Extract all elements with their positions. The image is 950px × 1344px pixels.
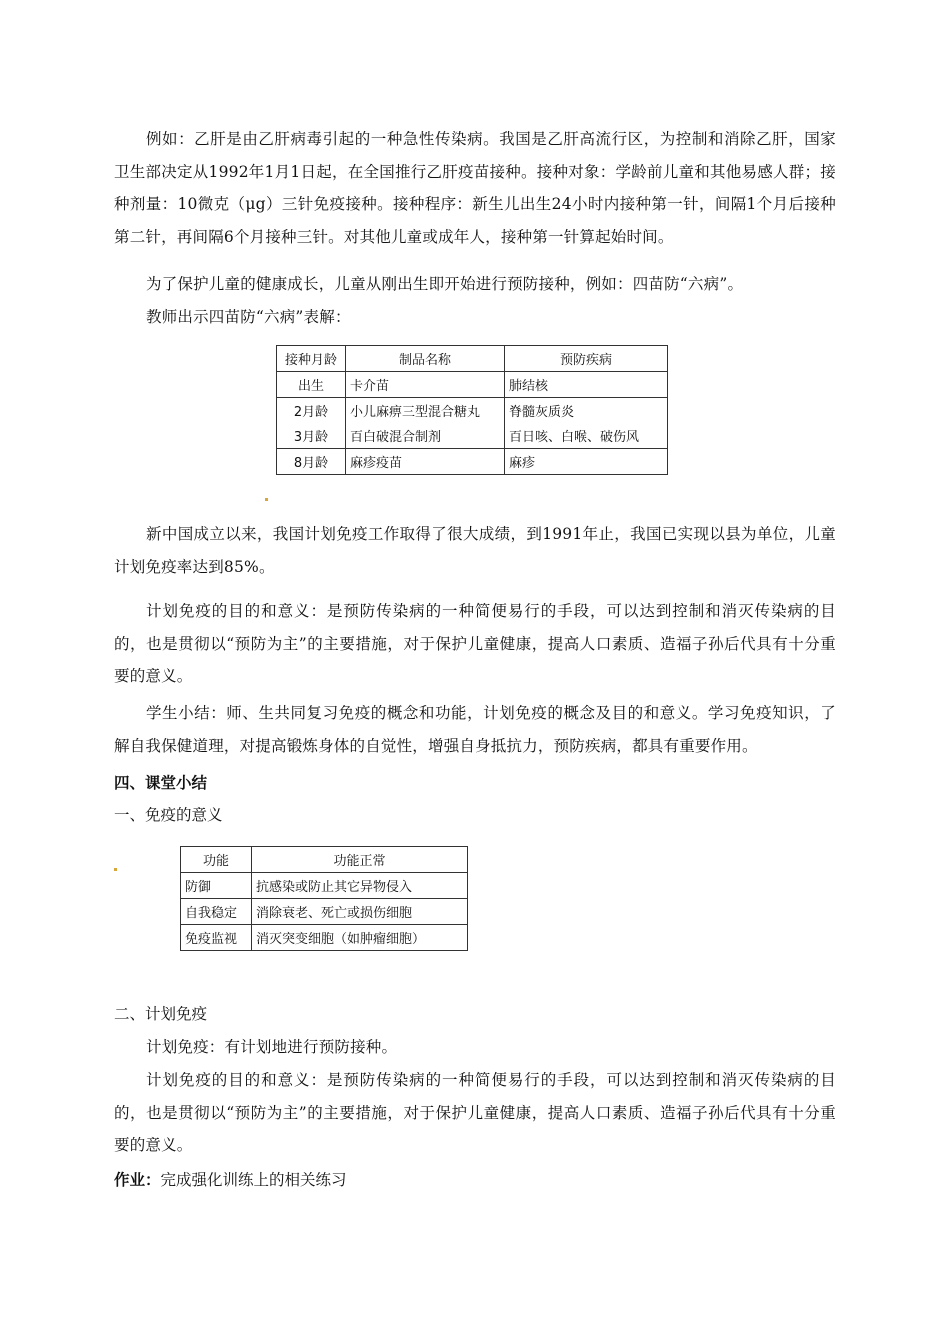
table-cell-function: 自我稳定 (181, 899, 252, 925)
table-cell-function: 防御 (181, 873, 252, 899)
table-cell-age: 2月龄 (277, 398, 346, 424)
section-heading-class-summary: 四、课堂小结 (114, 773, 208, 792)
table-cell-age: 3月龄 (277, 423, 346, 449)
table-cell-function: 免疫监视 (181, 925, 252, 951)
table-header-cell: 制品名称 (346, 346, 505, 372)
subheading-immunity-significance: 一、免疫的意义 (114, 806, 223, 824)
table-cell-disease: 麻疹 (505, 449, 668, 475)
table-cell-description: 抗感染或防止其它异物侵入 (252, 873, 468, 899)
table-header-cell: 功能正常 (252, 847, 468, 873)
table-cell-product: 麻疹疫苗 (346, 449, 505, 475)
table-header-cell: 接种月龄 (277, 346, 346, 372)
decorative-dot (265, 498, 268, 501)
paragraph-purpose-significance: 计划免疫的目的和意义：是预防传染病的一种简便易行的手段，可以达到控制和消灭传染病的目的，也是贯彻以“预防为主”的主要措施，对于保护儿童健康，提高人口素质、造福子孙后代具有十分重要的意义。 (114, 602, 836, 685)
table-cell-product: 卡介苗 (346, 372, 505, 398)
subheading-planned-immunization: 二、计划免疫 (114, 1005, 208, 1023)
paragraph-child-vaccination: 为了保护儿童的健康成长，儿童从刚出生即开始进行预防接种，例如：四苗防“六病”。 (146, 275, 744, 293)
table-header-row (277, 346, 668, 372)
paragraph-national-progress: 新中国成立以来，我国计划免疫工作取得了很大成绩，到1991年止，我国已实现以县为单位，儿童计划免疫率达到85%。 (114, 525, 836, 576)
paragraph-hepatitis-b: 例如：乙肝是由乙肝病毒引起的一种急性传染病。我国是乙肝高流行区，为控制和消除乙肝，国家卫生部决定从1992年1月1日起，在全国推行乙肝疫苗接种。接种对象：学龄前儿童和其他易感人群；接种剂量：10微克（μg）三针免疫接种。接种程序：新生儿出生24小时内接种第一针，间隔1个月后接种第二针，再间隔6个月接种三针。对其他儿童或成年人，接种第一针算起始时间。 (114, 130, 836, 246)
table-header-row (181, 847, 468, 873)
table-cell-product: 百白破混合制剂 (346, 423, 505, 449)
table-cell-description: 消除衰老、死亡或损伤细胞 (252, 899, 468, 925)
table-row (181, 873, 468, 899)
table-row (181, 899, 468, 925)
table-cell-disease: 百日咳、白喉、破伤风 (505, 423, 668, 449)
table-cell-disease: 脊髓灰质炎 (505, 398, 668, 424)
vaccine-schedule-table (276, 345, 668, 475)
paragraph-planned-purpose: 计划免疫的目的和意义：是预防传染病的一种简便易行的手段，可以达到控制和消灭传染病的目的，也是贯彻以“预防为主”的主要措施，对于保护儿童健康，提高人口素质、造福子孙后代具有十分重要的意义。 (114, 1071, 836, 1154)
paragraph-student-summary: 学生小结：师、生共同复习免疫的概念和功能，计划免疫的概念及目的和意义。学习免疫知识，了解自我保健道理，对提高锻炼身体的自觉性，增强自身抵抗力，预防疾病，都具有重要作用。 (114, 704, 836, 755)
homework-label: 作业： (114, 1170, 161, 1189)
decorative-dot (114, 868, 117, 871)
table-header-cell: 功能 (181, 847, 252, 873)
table-row (277, 423, 668, 449)
table-row (277, 398, 668, 424)
table-row (181, 925, 468, 951)
table-header-cell: 预防疾病 (505, 346, 668, 372)
immune-function-table (180, 846, 468, 951)
table-cell-age: 8月龄 (277, 449, 346, 475)
table-row (277, 372, 668, 398)
paragraph-teacher-table-intro: 教师出示四苗防“六病”表解： (146, 308, 351, 326)
table-cell-age: 出生 (277, 372, 346, 398)
homework-text: 完成强化训练上的相关练习 (160, 1171, 347, 1189)
homework-line (114, 1164, 347, 1196)
paragraph-planned-immunization-definition: 计划免疫：有计划地进行预防接种。 (146, 1038, 398, 1056)
table-row (277, 449, 668, 475)
table-cell-disease: 肺结核 (505, 372, 668, 398)
table-cell-description: 消灭突变细胞（如肿瘤细胞） (252, 925, 468, 951)
table-cell-product: 小儿麻痹三型混合糖丸 (346, 398, 505, 424)
